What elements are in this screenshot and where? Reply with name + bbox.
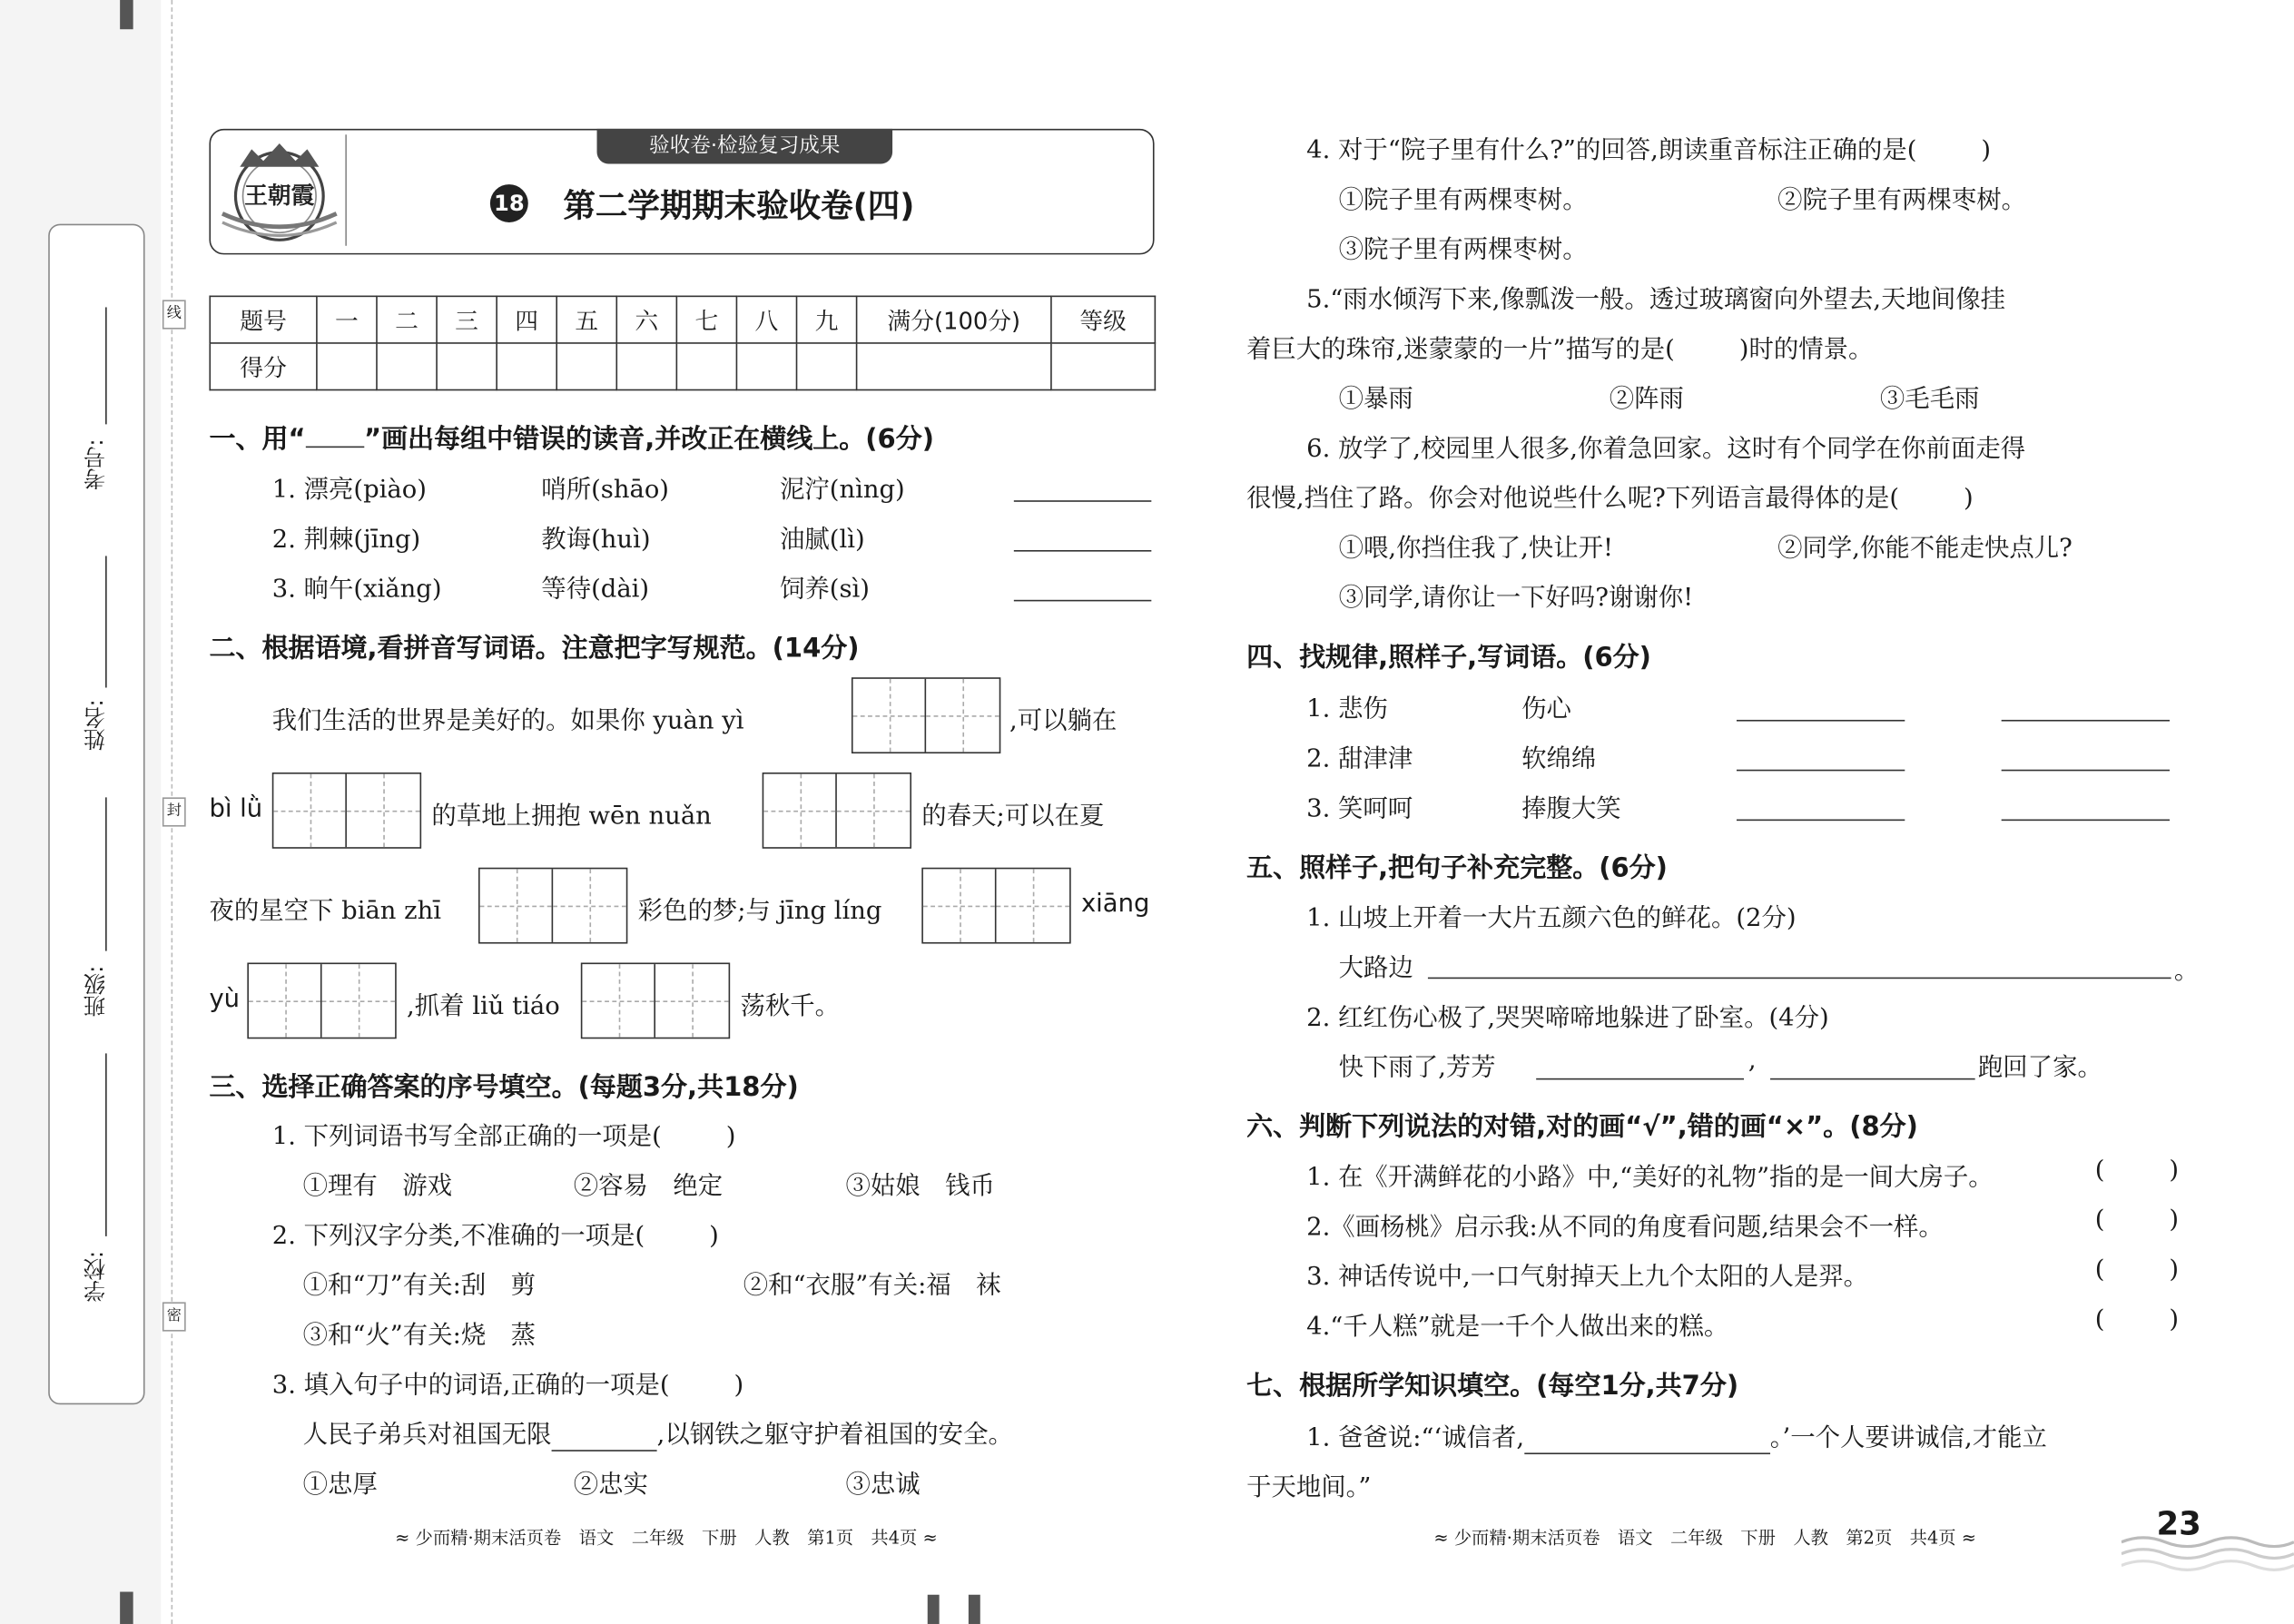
section-5-title: 五、照样子,把句子补充完整。(6分) bbox=[1246, 852, 1668, 884]
score-table-header-cell: 四 bbox=[497, 296, 556, 343]
score-table-header-cell: 三 bbox=[437, 296, 497, 343]
s4-answer-line[interactable] bbox=[1737, 770, 1905, 772]
score-table-header-cell: 八 bbox=[736, 296, 796, 343]
s2-text: ,抓着 liǔ tiáo bbox=[407, 991, 560, 1021]
judge-paren[interactable]: ( ) bbox=[2094, 1255, 2180, 1285]
score-table-header-cell: 九 bbox=[797, 296, 857, 343]
s3-q5-line bbox=[1246, 328, 1873, 364]
s7-q1 bbox=[1306, 1416, 2047, 1454]
s5-q2-fill-b: , bbox=[1748, 1046, 1757, 1076]
s3-option: ③毛毛雨 bbox=[1879, 384, 1980, 415]
s3-q5-line: 5.“雨水倾泻下来,像瓢泼一般。透过玻璃窗向外望去,天地间像挂 bbox=[1306, 285, 2006, 315]
s2-text: 彩色的梦;与 jīng líng bbox=[637, 896, 882, 927]
score-table-header-row bbox=[210, 296, 1155, 343]
s3-option: ①忠厚 bbox=[302, 1470, 378, 1500]
s3-q6-line bbox=[1246, 477, 1974, 513]
brand-logo-icon bbox=[220, 137, 340, 245]
s3-option: ③院子里有两棵枣树。 bbox=[1338, 235, 1588, 265]
s1-word: 泥泞(nìng) bbox=[779, 475, 905, 506]
s3-question bbox=[1306, 129, 1991, 165]
s4-answer-line[interactable] bbox=[1737, 820, 1905, 822]
s2-text: 的春天;可以在夏 bbox=[921, 802, 1105, 832]
s5-period: 。 bbox=[2173, 957, 2200, 987]
score-table-score-row bbox=[210, 343, 1155, 390]
header-divider bbox=[345, 134, 347, 245]
s4-example: 捧腹大笑 bbox=[1521, 794, 1621, 824]
s2-text: 荡秋千。 bbox=[740, 991, 841, 1021]
underline-sample bbox=[306, 423, 364, 448]
judge-paren[interactable]: ( ) bbox=[2094, 1156, 2180, 1186]
s6-statement: 2.《画杨桃》启示我:从不同的角度看问题,结果会不一样。 bbox=[1306, 1213, 1944, 1243]
fill-blank[interactable] bbox=[1524, 1423, 1770, 1454]
s7-q1-b: 。’一个人要讲诚信,才能立 bbox=[1769, 1423, 2047, 1453]
section-1-title-a: 一、用“ bbox=[209, 424, 306, 456]
s4-answer-line[interactable] bbox=[2002, 770, 2170, 772]
writing-grid[interactable] bbox=[921, 868, 1070, 944]
registration-mark bbox=[120, 0, 133, 29]
s3-option: ②院子里有两棵枣树。 bbox=[1777, 185, 2027, 215]
cut-label-seal: 封 bbox=[162, 797, 186, 826]
score-table-header-cell: 七 bbox=[676, 296, 736, 343]
s7-q1-a: 1. 爸爸说:“‘诚信者, bbox=[1306, 1423, 1525, 1453]
section-7-title: 七、根据所学知识填空。(每空1分,共7分) bbox=[1246, 1371, 1739, 1403]
registration-mark bbox=[928, 1595, 940, 1624]
s1-word: 油腻(lì) bbox=[779, 525, 865, 555]
score-table bbox=[209, 296, 1156, 391]
s5-q2-fill-a: 快下雨了,芳芳 bbox=[1338, 1053, 1496, 1083]
score-cell[interactable] bbox=[676, 343, 736, 390]
s3-option: ②同学,你能不能走快点儿? bbox=[1777, 534, 2072, 564]
s3-q2-text: 2. 下列汉字分类,不准确的一项是( bbox=[271, 1221, 645, 1252]
cut-label-secret: 密 bbox=[162, 1302, 186, 1331]
score-cell[interactable] bbox=[1051, 343, 1155, 390]
s3-sentence-a: 人民子弟兵对祖国无限 bbox=[302, 1420, 552, 1451]
s4-example: 伤心 bbox=[1521, 694, 1571, 724]
section-6-title: 六、判断下列说法的对错,对的画“√”,错的画“×”。(8分) bbox=[1246, 1111, 1918, 1143]
s5-q1-fill: 大路边 bbox=[1338, 953, 1413, 984]
page-wave-decoration bbox=[2122, 1521, 2294, 1571]
s3-option: ③姑娘 钱币 bbox=[845, 1171, 995, 1202]
s3-question bbox=[272, 1363, 743, 1400]
s2-text: 夜的星空下 biān zhī bbox=[209, 896, 441, 927]
name-label: 姓名: bbox=[82, 699, 109, 751]
score-cell[interactable] bbox=[377, 343, 437, 390]
s3-option: ③同学,请你让一下好吗?谢谢你! bbox=[1338, 584, 1694, 614]
school-field[interactable] bbox=[105, 1053, 107, 1235]
s4-example: 2. 甜津津 bbox=[1306, 744, 1413, 774]
s1-answer-line[interactable] bbox=[1014, 550, 1151, 552]
registration-mark bbox=[120, 1592, 133, 1624]
score-table-header-cell: 二 bbox=[377, 296, 437, 343]
s1-word: 饲养(sì) bbox=[779, 575, 870, 605]
page-number: 23 bbox=[2156, 1507, 2201, 1544]
close-paren: ) bbox=[725, 1122, 736, 1152]
class-field[interactable] bbox=[105, 797, 107, 950]
score-row-label: 得分 bbox=[210, 343, 317, 390]
student-info-box bbox=[48, 224, 144, 1405]
score-cell[interactable] bbox=[497, 343, 556, 390]
s6-statement: 3. 神话传说中,一口气射掉天上九个太阳的人是羿。 bbox=[1306, 1262, 1869, 1293]
s3-question bbox=[272, 1215, 719, 1251]
judge-paren[interactable]: ( ) bbox=[2094, 1304, 2180, 1334]
exam-number-badge: 18 bbox=[490, 184, 528, 222]
writing-grid[interactable] bbox=[272, 773, 421, 849]
cut-label-line: 线 bbox=[162, 300, 186, 329]
close-paren: ) bbox=[1964, 484, 1974, 514]
section-3-title: 三、选择正确答案的序号填空。(每题3分,共18分) bbox=[209, 1072, 799, 1104]
score-cell[interactable] bbox=[857, 343, 1051, 390]
s3-q3-text: 3. 填入句子中的词语,正确的一项是( bbox=[271, 1371, 670, 1401]
score-cell[interactable] bbox=[616, 343, 676, 390]
close-paren: ) bbox=[709, 1221, 719, 1252]
s3-option: ③和“火”有关:烧 蒸 bbox=[302, 1321, 537, 1351]
score-table-header-cell: 题号 bbox=[210, 296, 317, 343]
score-cell[interactable] bbox=[556, 343, 616, 390]
score-table-header-cell: 五 bbox=[556, 296, 616, 343]
s1-word: 教诲(huì) bbox=[541, 525, 651, 555]
score-cell[interactable] bbox=[317, 343, 377, 390]
writing-grid[interactable] bbox=[247, 962, 396, 1038]
footer-right: ≈ 少而精·期末活页卷 语文 二年级 下册 人教 第2页 共4页 ≈ bbox=[1433, 1527, 1976, 1549]
s3-option: ①理有 游戏 bbox=[302, 1171, 452, 1202]
score-table-header-cell: 一 bbox=[317, 296, 377, 343]
registration-mark bbox=[969, 1595, 980, 1624]
s5-answer-line[interactable] bbox=[1770, 1078, 1975, 1080]
s3-option: ①院子里有两棵枣树。 bbox=[1338, 185, 1588, 215]
s3-q6-line: 6. 放学了,校园里人很多,你着急回家。这时有个同学在你前面走得 bbox=[1306, 434, 2026, 464]
s2-pinyin: yù bbox=[209, 984, 241, 1014]
s3-q4-text: 4. 对于“院子里有什么?”的回答,朗读重音标注正确的是( bbox=[1306, 135, 1917, 166]
writing-grid[interactable] bbox=[581, 962, 730, 1038]
s1-word: 3. 晌午(xiǎng) bbox=[271, 575, 442, 605]
class-label: 班级: bbox=[82, 965, 109, 1018]
s3-option: ②容易 绝定 bbox=[573, 1171, 724, 1202]
score-table-header-cell: 等级 bbox=[1051, 296, 1155, 343]
s3-option: ③忠诚 bbox=[845, 1470, 921, 1500]
score-table-header-cell: 六 bbox=[616, 296, 676, 343]
s4-answer-line[interactable] bbox=[1737, 720, 1905, 722]
s3-question bbox=[272, 1115, 736, 1151]
name-field[interactable] bbox=[105, 556, 107, 687]
s2-pinyin: xiāng bbox=[1080, 889, 1150, 920]
s6-statement: 1. 在《开满鲜花的小路》中,“美好的礼物”指的是一间大房子。 bbox=[1306, 1163, 1994, 1193]
close-paren: ) bbox=[733, 1371, 744, 1401]
s5-q1: 1. 山坡上开着一大片五颜六色的鲜花。(2分) bbox=[1306, 904, 1797, 934]
judge-paren[interactable]: ( ) bbox=[2094, 1206, 2180, 1235]
section-1-title-b: ”画出每组中错误的读音,并改正在横线上。(6分) bbox=[364, 424, 935, 456]
s3-q5-tail: )时的情景。 bbox=[1738, 335, 1874, 365]
score-cell[interactable] bbox=[736, 343, 796, 390]
footer-left: ≈ 少而精·期末活页卷 语文 二年级 下册 人教 第1页 共4页 ≈ bbox=[395, 1527, 938, 1549]
s3-q6-text: 很慢,挡住了路。你会对他说些什么呢?下列语言最得体的是( bbox=[1246, 484, 1900, 514]
s2-text: ,可以躺在 bbox=[1009, 706, 1117, 736]
s2-text: 我们生活的世界是美好的。如果你 yuàn yì bbox=[271, 706, 744, 736]
s1-word: 1. 漂亮(piào) bbox=[271, 475, 427, 506]
s1-word: 等待(dài) bbox=[541, 575, 650, 605]
s3-option: ①暴雨 bbox=[1338, 384, 1413, 415]
writing-grid[interactable] bbox=[852, 677, 1000, 753]
s3-option: ②忠实 bbox=[573, 1470, 648, 1500]
exam-tag: 验收卷·检验复习成果 bbox=[597, 129, 893, 164]
exam-number-label: 考号: bbox=[82, 438, 109, 491]
score-table-header-cell: 满分(100分) bbox=[857, 296, 1051, 343]
exam-title: 第二学期期末验收卷(四) bbox=[563, 188, 915, 226]
s4-example: 软绵绵 bbox=[1521, 744, 1597, 774]
s3-q5-text: 着巨大的珠帘,迷蒙蒙的一片”描写的是( bbox=[1246, 335, 1675, 365]
s4-answer-line[interactable] bbox=[2002, 820, 2170, 822]
school-label: 学校: bbox=[82, 1251, 109, 1303]
s1-word: 2. 荆棘(jīng) bbox=[271, 525, 421, 555]
s1-answer-line[interactable] bbox=[1014, 600, 1151, 602]
section-4-title: 四、找规律,照样子,写词语。(6分) bbox=[1246, 642, 1651, 674]
s5-answer-line[interactable] bbox=[1536, 1078, 1744, 1080]
s4-example: 1. 悲伤 bbox=[1306, 694, 1388, 724]
s3-option: ①和“刀”有关:刮 剪 bbox=[302, 1271, 537, 1301]
s3-sentence-b: ,以钢铁之躯守护着祖国的安全。 bbox=[656, 1420, 1013, 1451]
section-1-title bbox=[209, 418, 934, 457]
writing-grid[interactable] bbox=[763, 773, 911, 849]
writing-grid[interactable] bbox=[478, 868, 627, 944]
s3-sentence bbox=[303, 1413, 1013, 1452]
s4-answer-line[interactable] bbox=[2002, 720, 2170, 722]
s1-word: 哨所(shāo) bbox=[541, 475, 670, 506]
s2-text: 的草地上拥抱 wēn nuǎn bbox=[431, 802, 712, 832]
s3-option: ②阵雨 bbox=[1609, 384, 1684, 415]
score-cell[interactable] bbox=[437, 343, 497, 390]
s5-q2: 2. 红红伤心极了,哭哭啼啼地躲进了卧室。(4分) bbox=[1306, 1003, 1829, 1033]
s3-option: ②和“衣服”有关:福 袜 bbox=[743, 1271, 1001, 1301]
section-2-title: 二、根据语境,看拼音写词语。注意把字写规范。(14分) bbox=[209, 633, 860, 664]
s6-statement: 4.“千人糕”就是一千个人做出来的糕。 bbox=[1306, 1312, 1729, 1342]
s4-example: 3. 笑呵呵 bbox=[1306, 794, 1413, 824]
score-cell[interactable] bbox=[797, 343, 857, 390]
s5-answer-line[interactable] bbox=[1428, 978, 2171, 979]
fill-blank[interactable] bbox=[552, 1421, 657, 1452]
s1-answer-line[interactable] bbox=[1014, 500, 1151, 502]
close-paren: ) bbox=[1981, 135, 1992, 166]
exam-number-field[interactable] bbox=[105, 307, 107, 424]
s7-q1-cont: 于天地间。” bbox=[1246, 1472, 1372, 1503]
s3-option: ①喂,你挡住我了,快让开! bbox=[1338, 534, 1614, 564]
s5-q2-fill-c: 跑回了家。 bbox=[1977, 1053, 2102, 1083]
logo-text: 王朝霞 bbox=[244, 182, 315, 211]
s3-q1-text: 1. 下列词语书写全部正确的一项是( bbox=[271, 1122, 662, 1152]
s2-pinyin: bì lǜ bbox=[209, 794, 263, 824]
